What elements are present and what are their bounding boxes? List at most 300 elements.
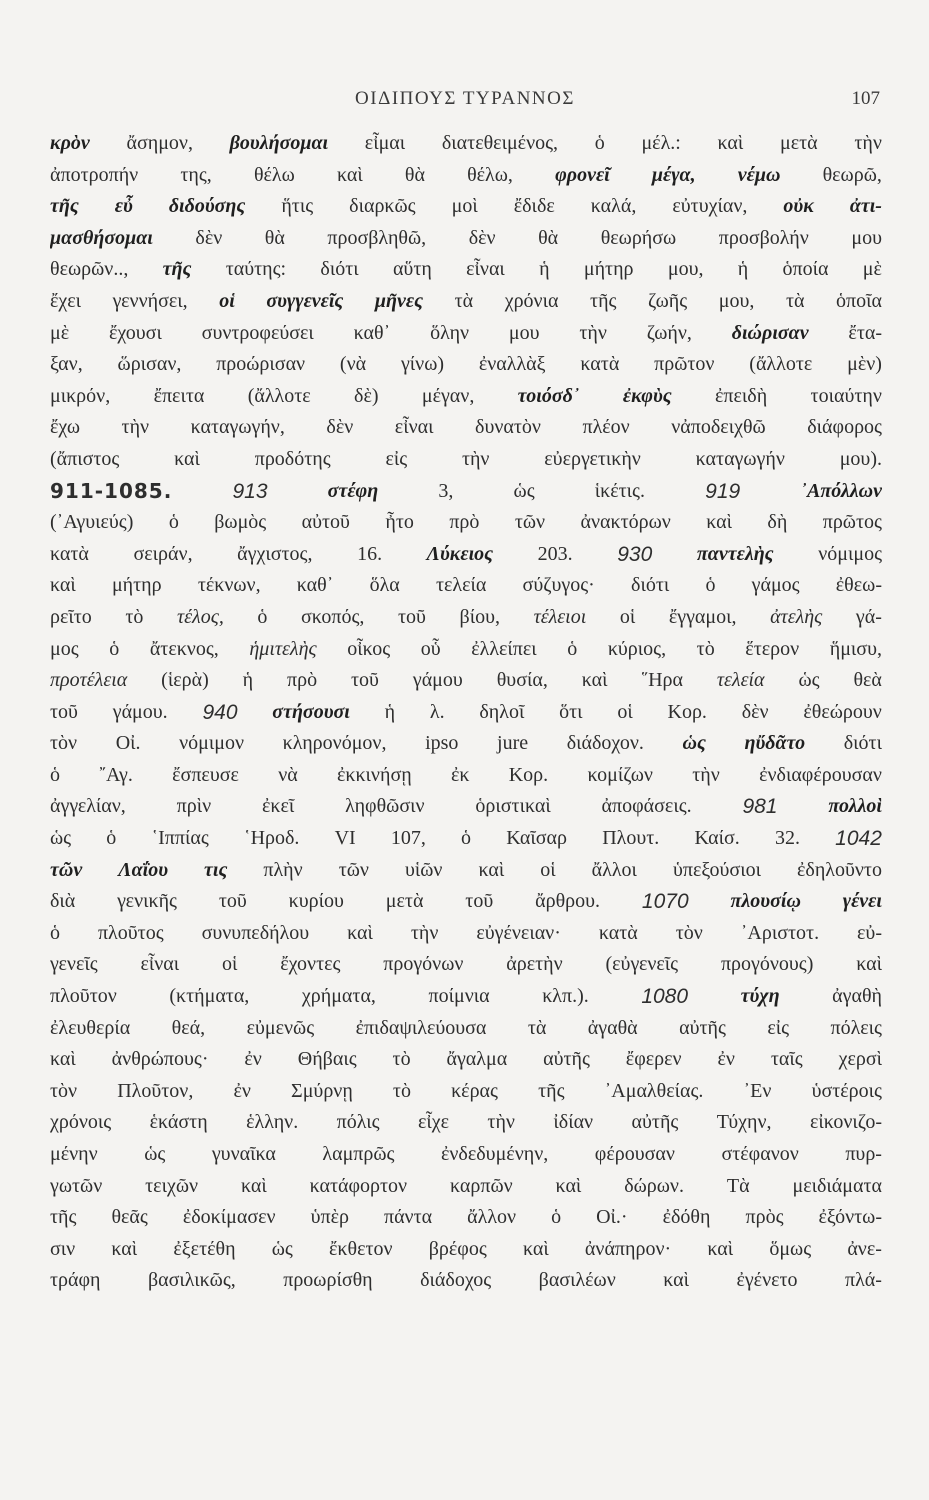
word: ἔδιδε (513, 195, 555, 218)
word: μοὶ (451, 195, 478, 218)
word: τῶν (514, 511, 546, 534)
word: τέκνων, (197, 574, 261, 597)
word: καὶ (706, 511, 732, 534)
word: αὐτοῦ (301, 511, 350, 534)
word: Σμύρνῃ (291, 1079, 353, 1102)
word: ἔχουσι (108, 321, 162, 344)
word: καὶ (111, 1237, 138, 1260)
word: καὶ (707, 1237, 734, 1260)
word: ἔχω (50, 416, 80, 439)
text-line (50, 602, 882, 634)
word: τὴν (579, 321, 607, 344)
word: γένει (842, 890, 882, 913)
word: ἐπειδὴ (715, 384, 768, 407)
word: ἐπιδαψιλεύουσα (355, 1016, 487, 1039)
word: ὅμως (769, 1237, 812, 1260)
word: σιν (50, 1237, 76, 1260)
verse-number: 930 (617, 542, 653, 566)
word: προσβληθῶ, (327, 226, 427, 249)
word: δὲν (195, 226, 223, 249)
word: ἔτα- (848, 321, 882, 344)
word: Λαΐου (118, 858, 168, 881)
word: θυσία, (496, 669, 548, 692)
word: (νὰ (339, 353, 367, 376)
word: νόμιμον (179, 732, 245, 755)
word: ταύτης: (225, 258, 287, 281)
word: ἡ (737, 258, 749, 281)
word: διότι (631, 574, 670, 597)
word: καὶ (347, 921, 373, 944)
word: ὁ (551, 1206, 562, 1229)
word: οἱ (219, 289, 235, 312)
word: ἰδίαν (553, 1111, 594, 1134)
word: φέρουσαν (594, 1143, 675, 1165)
word: τὴν (487, 1111, 515, 1134)
word: 32. (774, 827, 800, 850)
word: τράφη (50, 1269, 101, 1292)
word: οἱ (221, 953, 238, 976)
word: θὰ (538, 226, 559, 249)
word: ἐν (717, 1048, 735, 1071)
text-line (50, 918, 882, 950)
word: ξαν, (50, 353, 83, 376)
word: οἶκος (347, 637, 391, 660)
text-line (50, 665, 882, 697)
word: τὸ (392, 1048, 411, 1071)
word: φρονεῖ (555, 163, 610, 186)
word: καὶ (856, 953, 882, 976)
word: μος (50, 637, 79, 660)
word: πυρ- (845, 1143, 882, 1165)
word: οὐκ (783, 195, 814, 218)
word: ὁ (50, 921, 60, 944)
word: ἐλευθερία (50, 1016, 131, 1039)
word: ἄλλοι (591, 858, 637, 881)
text-line (50, 223, 882, 255)
word: ῎Αγ. (99, 763, 133, 786)
word: προωρίσθη (283, 1269, 373, 1292)
word: καρπῶν (449, 1174, 513, 1197)
word: χρόνια (504, 289, 559, 312)
word: λαμπρῶς (322, 1143, 395, 1165)
word: ῾Ηροδ. (243, 827, 300, 850)
word: ὅτι (559, 700, 583, 723)
word: αὕτη (392, 258, 432, 281)
text-line (50, 381, 882, 413)
word: εὐτυχίαν, (672, 195, 748, 218)
word: αὐτῆς (543, 1048, 590, 1071)
word: δώρων. (624, 1174, 684, 1197)
word: γυναῖκα (211, 1143, 276, 1165)
word: πλοῦτον (50, 985, 117, 1008)
word: jure (497, 732, 529, 755)
word: βασιλικῶς, (147, 1269, 236, 1292)
section-range: 911-1085. (50, 478, 173, 503)
word: Τὰ (726, 1174, 750, 1197)
word: εὐγένειαν· (476, 921, 561, 944)
word: μέγαν, (421, 384, 475, 407)
word: κατὰ (50, 542, 89, 565)
word: ζωήν, (646, 321, 692, 344)
word: ἀτελὴς (770, 605, 823, 628)
word: προτέλεια (50, 669, 128, 692)
word: ἔφερεν (625, 1048, 682, 1071)
word: λ. (429, 700, 445, 723)
word: γά- (855, 605, 882, 628)
word: τῆς (590, 289, 617, 312)
text-line (50, 286, 882, 318)
word: μήτηρ (111, 574, 162, 597)
word: καὶ (522, 1237, 549, 1260)
word: διότι (320, 258, 359, 281)
word: ὅλην (430, 321, 470, 344)
word: 3, (438, 479, 454, 502)
word: Πλουτ. (602, 827, 660, 850)
word: καὶ (50, 1048, 76, 1071)
word: τοιαύτην (810, 384, 882, 407)
word: ᾿Εν (743, 1079, 772, 1102)
word: τύχη (740, 985, 780, 1008)
word: θεωρῶν.., (50, 258, 129, 281)
word: ᾿Απόλλων (800, 479, 882, 502)
verse-number: 1080 (641, 985, 689, 1009)
word: (ἄπιστος (50, 447, 120, 470)
word: οὗ (420, 637, 441, 660)
word: εἶναι (140, 953, 180, 976)
word: ὑπὲρ (310, 1206, 349, 1229)
word: ἀνακτόρων (580, 511, 671, 534)
word: Κορ. (667, 700, 707, 723)
word: εἶχε (417, 1111, 449, 1134)
word: μέλ.: (641, 132, 681, 154)
word: πολλοὶ (828, 795, 882, 818)
word: Οἰ. (115, 732, 141, 755)
verse-number: 1070 (641, 890, 689, 914)
word: (εὐγενεῖς (605, 953, 679, 976)
word: εἰς (767, 1016, 790, 1039)
word: ὁριστικαὶ (475, 795, 551, 818)
word: μήτηρ (583, 258, 634, 281)
word: ἐθεώρουν (803, 700, 882, 723)
word: ὡς (144, 1143, 166, 1165)
word: βρέφος (428, 1237, 487, 1260)
word: Λύκειος (426, 542, 494, 565)
text-line (50, 1139, 882, 1171)
word: σύζυγος· (522, 574, 595, 597)
word: προώρισαν (216, 353, 306, 376)
word: ἄλλον (467, 1206, 517, 1229)
word: τῆς (50, 195, 79, 218)
word: Κορ. (508, 763, 549, 786)
word: κύριος, (607, 637, 667, 660)
word: βουλήσομαι (229, 132, 329, 154)
word: γωτῶν (50, 1174, 103, 1197)
word: πρὸ (449, 511, 480, 534)
word: ἐξόντω- (818, 1206, 882, 1229)
word: εἰκονιζο- (809, 1111, 882, 1134)
text-line (50, 128, 882, 160)
word: ἐν (244, 1048, 262, 1071)
word: τῶν (50, 858, 83, 881)
word: διατεθειμένος, (441, 132, 559, 154)
text-line (50, 254, 882, 286)
word: ὑστέροις (811, 1079, 882, 1102)
text-line (50, 1076, 882, 1108)
word: γάμου (412, 669, 463, 692)
text-line (50, 444, 882, 476)
word: οἱ (540, 858, 556, 881)
word: μένην (50, 1143, 98, 1165)
word: νἀποδειχθῶ (671, 416, 766, 439)
word: προγόνους) (720, 953, 814, 976)
word: ταῖς (770, 1048, 803, 1071)
text-line (50, 191, 882, 223)
word: γάμου. (112, 700, 168, 723)
word: δὲ) (354, 384, 379, 407)
word: σκοπός, (300, 605, 365, 628)
word: ἔχοντες (280, 953, 341, 976)
text-line (50, 1013, 882, 1045)
word: βωμὸς (214, 511, 267, 534)
word: πρῶτος (822, 511, 882, 534)
word: Τύχην, (716, 1111, 772, 1134)
word: διότι (843, 732, 882, 755)
word: ὁ (257, 605, 268, 628)
word: δυνατὸν (475, 416, 541, 439)
word: ἀγαθὴ (832, 985, 882, 1008)
word: ἔσπευσε (172, 763, 239, 786)
word: μου, (718, 289, 755, 312)
word: τελεία (716, 669, 765, 692)
word: θεωρήσω (600, 226, 677, 249)
word: βίου, (459, 605, 500, 628)
word: ἐδόθη (662, 1206, 711, 1229)
word: κληρονόμον, (282, 732, 387, 755)
word: μὲν) (847, 353, 882, 376)
word: ἐκ (450, 763, 470, 786)
word: θεά, (171, 1016, 206, 1039)
word: τοῦ (398, 605, 426, 628)
word: καταγωγήν, (190, 416, 285, 439)
word: δὲν (741, 700, 769, 723)
verse-number: 919 (705, 479, 741, 503)
word: χρόνοις (50, 1111, 112, 1134)
word: Οἰ.· (596, 1206, 628, 1229)
word: αὐτῆς (679, 1016, 726, 1039)
word: εὐεργετικὴν (544, 447, 641, 470)
word: καὶ (581, 669, 608, 692)
word: καὶ (50, 574, 76, 597)
word: ἀτι- (849, 195, 882, 218)
word: οἱ (619, 605, 636, 628)
word: ἀγαθὰ (587, 1016, 638, 1039)
word: κλπ.). (542, 985, 589, 1008)
word: σειράν, (133, 542, 193, 565)
word: εὐ- (857, 921, 882, 944)
word: ῞Ηρα (641, 669, 683, 692)
word: ὁποία (782, 258, 829, 281)
word: ὁ (567, 637, 578, 660)
word: ἐκφὺς (622, 384, 672, 407)
word: συντροφεύσει (201, 321, 314, 344)
word: Πλοῦτον, (117, 1079, 194, 1102)
word: καὶ (555, 1174, 582, 1197)
text-line (50, 539, 882, 571)
word: μὲ (50, 321, 70, 344)
word: μετὰ (780, 132, 818, 154)
word: ποίμνια (428, 985, 490, 1008)
word: τέλειοι (533, 605, 587, 628)
word: ἑλλην. (246, 1111, 299, 1134)
word: θέλω, (467, 163, 513, 186)
word: τὸν (50, 732, 78, 755)
word: μῆνες (374, 289, 424, 312)
text-line (50, 697, 882, 729)
text-line (50, 886, 882, 918)
word: θεᾶς (111, 1206, 148, 1229)
word: ἐδοκίμασεν (182, 1206, 276, 1229)
word: τοῦ (218, 890, 247, 913)
word: ἦτο (385, 511, 414, 534)
word: καθ᾿ (353, 321, 391, 344)
word: ὅλα (369, 574, 400, 597)
word: καλά, (590, 195, 637, 218)
word: γάμος (751, 574, 800, 597)
word: χρήματα, (301, 985, 376, 1008)
word: ἐναλλὰξ (478, 353, 546, 376)
word: προδότης (254, 447, 331, 470)
word: πρὸ (287, 669, 318, 692)
word: πόλεις (830, 1016, 882, 1039)
word: γεννήσει, (112, 289, 188, 312)
word: κατὰ (598, 921, 638, 944)
text-line (50, 412, 882, 444)
word: νέμω (737, 163, 781, 186)
text-line (50, 823, 882, 855)
word: ἐνδιαφέρουσαν (759, 763, 882, 786)
word: υἱῶν (404, 858, 443, 881)
word: τοῦ (351, 669, 379, 692)
word: θεωρῶ, (822, 163, 882, 186)
word: ρεῖτο (50, 605, 92, 628)
word: τὴν (461, 447, 490, 470)
word: μέγα, (651, 163, 696, 186)
word: καὶ (663, 1269, 689, 1292)
word: ἐγένετο (736, 1269, 798, 1292)
word: τὰ (785, 289, 805, 312)
word: ἐξετέθη (173, 1237, 236, 1260)
word: Θήβαις (297, 1048, 357, 1071)
word: κομίζων (587, 763, 653, 786)
word: γίνω) (400, 353, 445, 376)
text-line (50, 760, 882, 792)
word: ἐν (233, 1079, 251, 1102)
text-line (50, 791, 882, 823)
word: διάφορος (807, 416, 882, 439)
word: ἐθεω- (835, 574, 882, 597)
word: συγγενεῖς (266, 289, 344, 312)
word: μειδιάματα (792, 1174, 882, 1197)
word: μου (851, 226, 882, 249)
word: πρὶν (176, 795, 212, 818)
word: μου (508, 321, 540, 344)
word: ὁ (705, 574, 716, 597)
word: πλέον (582, 416, 630, 439)
word: ὁ (109, 637, 120, 660)
word: διάδοχον. (566, 732, 644, 755)
word: ἡ (384, 700, 396, 723)
word: τειχῶν (145, 1174, 199, 1197)
text-line (50, 949, 882, 981)
word: ὑπεξούσιοι (672, 858, 761, 881)
word: διὰ (50, 890, 76, 913)
text-line (50, 1202, 882, 1234)
word: ἔχει (50, 289, 82, 312)
text-line (50, 318, 882, 350)
word: της, (180, 163, 212, 186)
word: διώρισαν (731, 321, 809, 344)
word: πάντα (383, 1206, 433, 1229)
word: Καίσ. (694, 827, 740, 850)
word: νὰ (278, 763, 298, 786)
text-line (50, 1107, 882, 1139)
word: αὐτῆς (631, 1111, 679, 1134)
verse-number: 913 (232, 479, 268, 503)
word: VI (334, 827, 356, 850)
word: τῆς (538, 1079, 565, 1102)
word: πρὸς (745, 1206, 784, 1229)
word: ἔπειτα (153, 384, 205, 407)
word: ἡμιτελὴς (249, 637, 317, 660)
word: δὲν (326, 416, 354, 439)
word: ἐλλείπει (471, 637, 537, 660)
word: ὁ (168, 511, 179, 534)
text-line (50, 855, 882, 887)
word: ᾿Αμαλθείας. (604, 1079, 704, 1102)
word: πρῶτον (654, 353, 715, 376)
word: πλουσίῳ (730, 890, 801, 913)
word: καταγωγήν (695, 447, 785, 470)
word: εὖ (114, 195, 133, 218)
commentary-text (50, 128, 882, 1297)
word: καὶ (478, 858, 505, 881)
word: τοῦ (50, 700, 78, 723)
text-line (50, 507, 882, 539)
verse-number: 1042 (835, 827, 882, 851)
word: χερσὶ (838, 1048, 882, 1071)
word: ἥτις (281, 195, 314, 218)
word: ὁ (50, 763, 60, 786)
word: στήσουσι (272, 700, 350, 723)
word: καὶ (336, 163, 363, 186)
verse-number: 981 (742, 795, 778, 819)
word: κυρίου (288, 890, 344, 913)
word: δὲν (468, 226, 496, 249)
page-number: 107 (851, 88, 880, 109)
running-title: ΟΙΔΙΠΟΥΣ ΤΥΡΑΝΝΟΣ (355, 88, 575, 109)
word: ipso (425, 732, 459, 755)
word: ὁ (461, 827, 472, 850)
word: εὐμενῶς (246, 1016, 315, 1039)
word: δηλοῖ (479, 700, 525, 723)
word: τὰ (454, 289, 474, 312)
word: τις (204, 858, 228, 881)
word: τελεία (435, 574, 487, 597)
word: γενεῖς (50, 953, 98, 976)
word: ἐκκινήσῃ (337, 763, 412, 786)
word: βασιλέων (538, 1269, 616, 1292)
word: τὴν (121, 416, 150, 439)
